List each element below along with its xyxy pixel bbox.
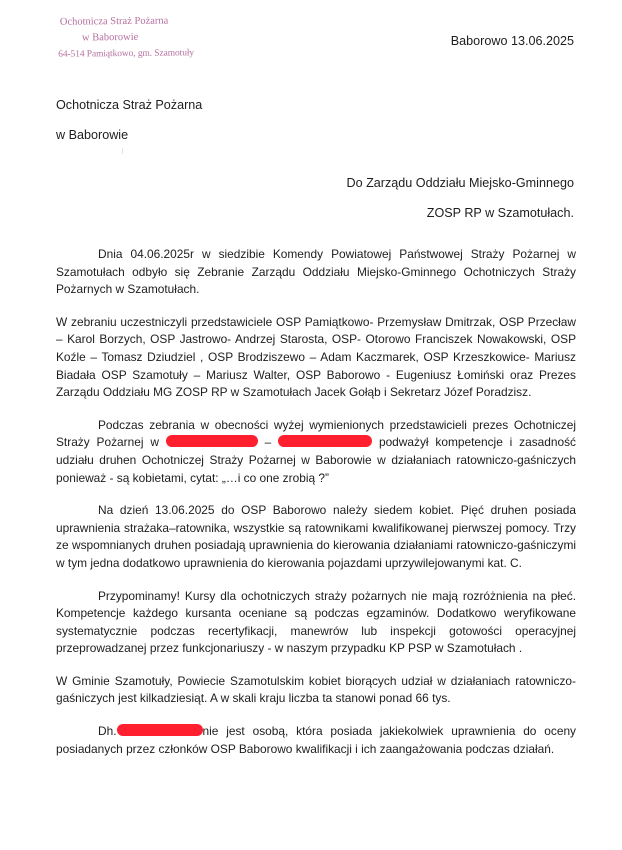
sender-line-1: Ochotnicza Straż Pożarna xyxy=(56,98,203,112)
sender-block xyxy=(56,90,202,150)
letter-body xyxy=(56,246,576,773)
paragraph-attendees: W zebraniu uczestniczyli przedstawiciele OSP Pamiątkowo- Przemysław Dmitrzak, OSP Przecław – Karol Borzych, OSP Jastrowo- Andrzej Starosta, OSP- Otorowo Franciszek Nowakowski, OSP Koźle – Tomasz Dziudziel , OSP Brodziszewo – Adam Kaczmarek, OSP Krzeszkowice- Mariusz Biadała OSP Szamotuły – Mariusz Walter, OSP Baborowo - Eugeniusz Łomiński oraz Prezes Zarządu Oddziału MG ZOSP RP w Szamotułach Jacek Gołąb i Sekretarz Józef Poradzisz. xyxy=(56,314,576,400)
stamp-line-2: w Baborowie xyxy=(81,31,139,44)
statement-text-2: podważył kompetencje i zasadność udziału druhen Ochotniczej Straży Pożarnej w Baborowie w działaniach ratowniczo-gaśniczych ponieważ - są kobietami, cytat: „…i co one zrobią ?” xyxy=(56,435,576,485)
paragraph-statement xyxy=(56,417,576,487)
paragraph-conclusion xyxy=(56,723,576,758)
scan-mark xyxy=(122,148,123,154)
paragraph-region: W Gminie Szamotuły, Powiecie Szamotulskim kobiet biorących udział w działaniach ratowniczo- gaśniczych jest kilkadziesiąt. A w skali kraju liczba ta stanowi ponad 66 tys. xyxy=(56,673,576,706)
stamp-line-3: 64-514 Pamiątkowo, gm. Szamotuły xyxy=(58,48,195,60)
recipient-block xyxy=(347,168,575,228)
conclusion-text-2: nie jest osobą, która posiada jakiekolwiek uprawnienia do oceny posiadanych przez członków OSP Baborowo kwalifikacji i ich zaangażowania podczas działań. xyxy=(56,724,576,756)
paragraph-meeting: Dnia 04.06.2025r w siedzibie Komendy Powiatowej Państwowej Straży Pożarnej w Szamotułach odbyło się Zebranie Zarządu Oddziału Miejsko-Gminnego Ochotniczych Straży Pożarnych w Szamotułach. xyxy=(56,247,576,297)
recipient-line-1: Do Zarządu Oddziału Miejsko-Gminnego xyxy=(346,176,574,190)
stamp-line-1: Ochotnicza Straż Pożarna xyxy=(59,15,169,28)
recipient-line-2: ZOSP RP w Szamotułach. xyxy=(426,206,574,220)
letter-date: Baborowo 13.06.2025 xyxy=(450,34,574,48)
conclusion-text-1: Dh. xyxy=(98,724,117,739)
statement-text-1: Podczas zebrania w obecności wyżej wymienionych przedstawicieli prezes Ochotniczej Straży Pożarnej w xyxy=(56,417,576,450)
redaction-mark xyxy=(117,724,203,736)
paragraph-reminder: Przypominamy! Kursy dla ochotniczych straży pożarnych nie mają rozróżnienia na płeć. Kompetencje każdego kursanta oceniane są podczas egzaminów. Dodatkowo weryfikowane systematycznie podczas recertyfikacji, manewrów lub inspekcji gotowości operacyjnej przeprowadzanej przez funkcjonariuszy - w naszym przypadku KP PSP w Szamotułach . xyxy=(56,588,576,656)
redaction-mark xyxy=(166,435,258,447)
redaction-mark xyxy=(278,435,372,447)
organization-stamp xyxy=(58,13,194,62)
sender-line-2: w Baborowie xyxy=(56,128,129,142)
statement-dash: – xyxy=(257,435,279,450)
paragraph-members: Na dzień 13.06.2025 do OSP Baborowo należy siedem kobiet. Pięć druhen posiada uprawnienia strażaka–ratownika, wszystkie są ratownikami kwalifikowanej pierwszej pomocy. Trzy ze wspomnianych druhen posiadają uprawnienia do kierowania działaniami ratowniczo-gaśniczymi w tym jedna dodatkowo uprawnienia do kierowania pojazdami uprzywilejowanymi kat. C. xyxy=(56,503,576,570)
